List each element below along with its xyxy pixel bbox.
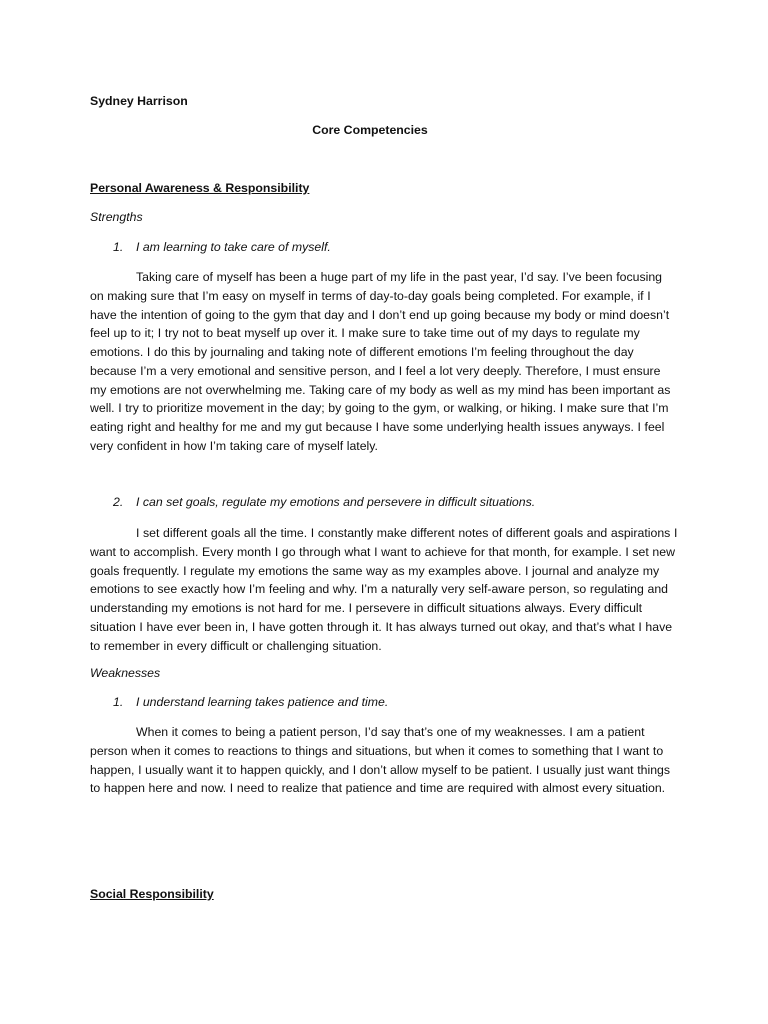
- strength-2-paragraph: I set different goals all the time. I constantly make different notes of different goals and aspirations I want to accomplish. Every month I go through what I want to achieve for that month, for example. I set new goals frequently. I regulate my emotions the same way as my examples above. I journal and analyze my emotions to see exactly how I’m feeling and why. I’m a naturally very self-aware person, so regulating and understanding my emotions is not hard for me. I persevere in difficult situations always. Every difficult situation I have ever been in, I have gotten through it. It has always turned out okay, and that’s what I have to remember in every difficult or challenging situation.: [90, 526, 678, 653]
- strengths-label: Strengths: [90, 210, 143, 224]
- section-heading-social-responsibility: Social Responsibility: [90, 887, 214, 901]
- weakness-1-number: 1.: [113, 695, 124, 709]
- weaknesses-label: Weaknesses: [90, 666, 161, 680]
- document-title: Core Competencies: [312, 123, 428, 137]
- strength-2-title: I can set goals, regulate my emotions and persevere in difficult situations.: [136, 495, 536, 509]
- weakness-1-title: I understand learning takes patience and time.: [136, 695, 389, 709]
- strength-2-number: 2.: [113, 495, 124, 509]
- strength-1-paragraph: Taking care of myself has been a huge part of my life in the past year, I’d say. I’ve been focusing on making sure that I’m easy on myself in terms of day-to-day goals being completed. For example, if I have the intention of going to the gym that day and I don’t end up going because my body or mind doesn’t feel up to it; I try not to beat myself up over it. I make sure to take time out of my days to regulate my emotions. I do this by journaling and taking note of different emotions I’m feeling throughout the day because I’m a very emotional and sensitive person, and I feel a lot very deeply. Therefore, I must ensure my emotions are not overwhelming me. Taking care of my body as well as my mind has been important as well. I try to prioritize movement in the day; by going to the gym, or walking, or hiking. I make sure that I’m eating right and healthy for me and my gut because I have some underlying health issues anyways. I feel very confident in how I’m taking care of myself lately.: [90, 270, 671, 453]
- strength-1-number: 1.: [113, 240, 124, 254]
- section-heading-personal-awareness: Personal Awareness & Responsibility: [90, 181, 310, 195]
- weakness-1-paragraph: When it comes to being a patient person, I’d say that’s one of my weaknesses. I am a patient person when it comes to reactions to things and situations, but when it comes to something that I want to happen, I usually want it to happen quickly, and I don’t allow myself to be patient. I usually just want things to happen here and now. I need to realize that patience and time are required with almost every situation.: [90, 725, 671, 796]
- author-name: Sydney Harrison: [90, 94, 188, 108]
- strength-1-title: I am learning to take care of myself.: [136, 240, 331, 254]
